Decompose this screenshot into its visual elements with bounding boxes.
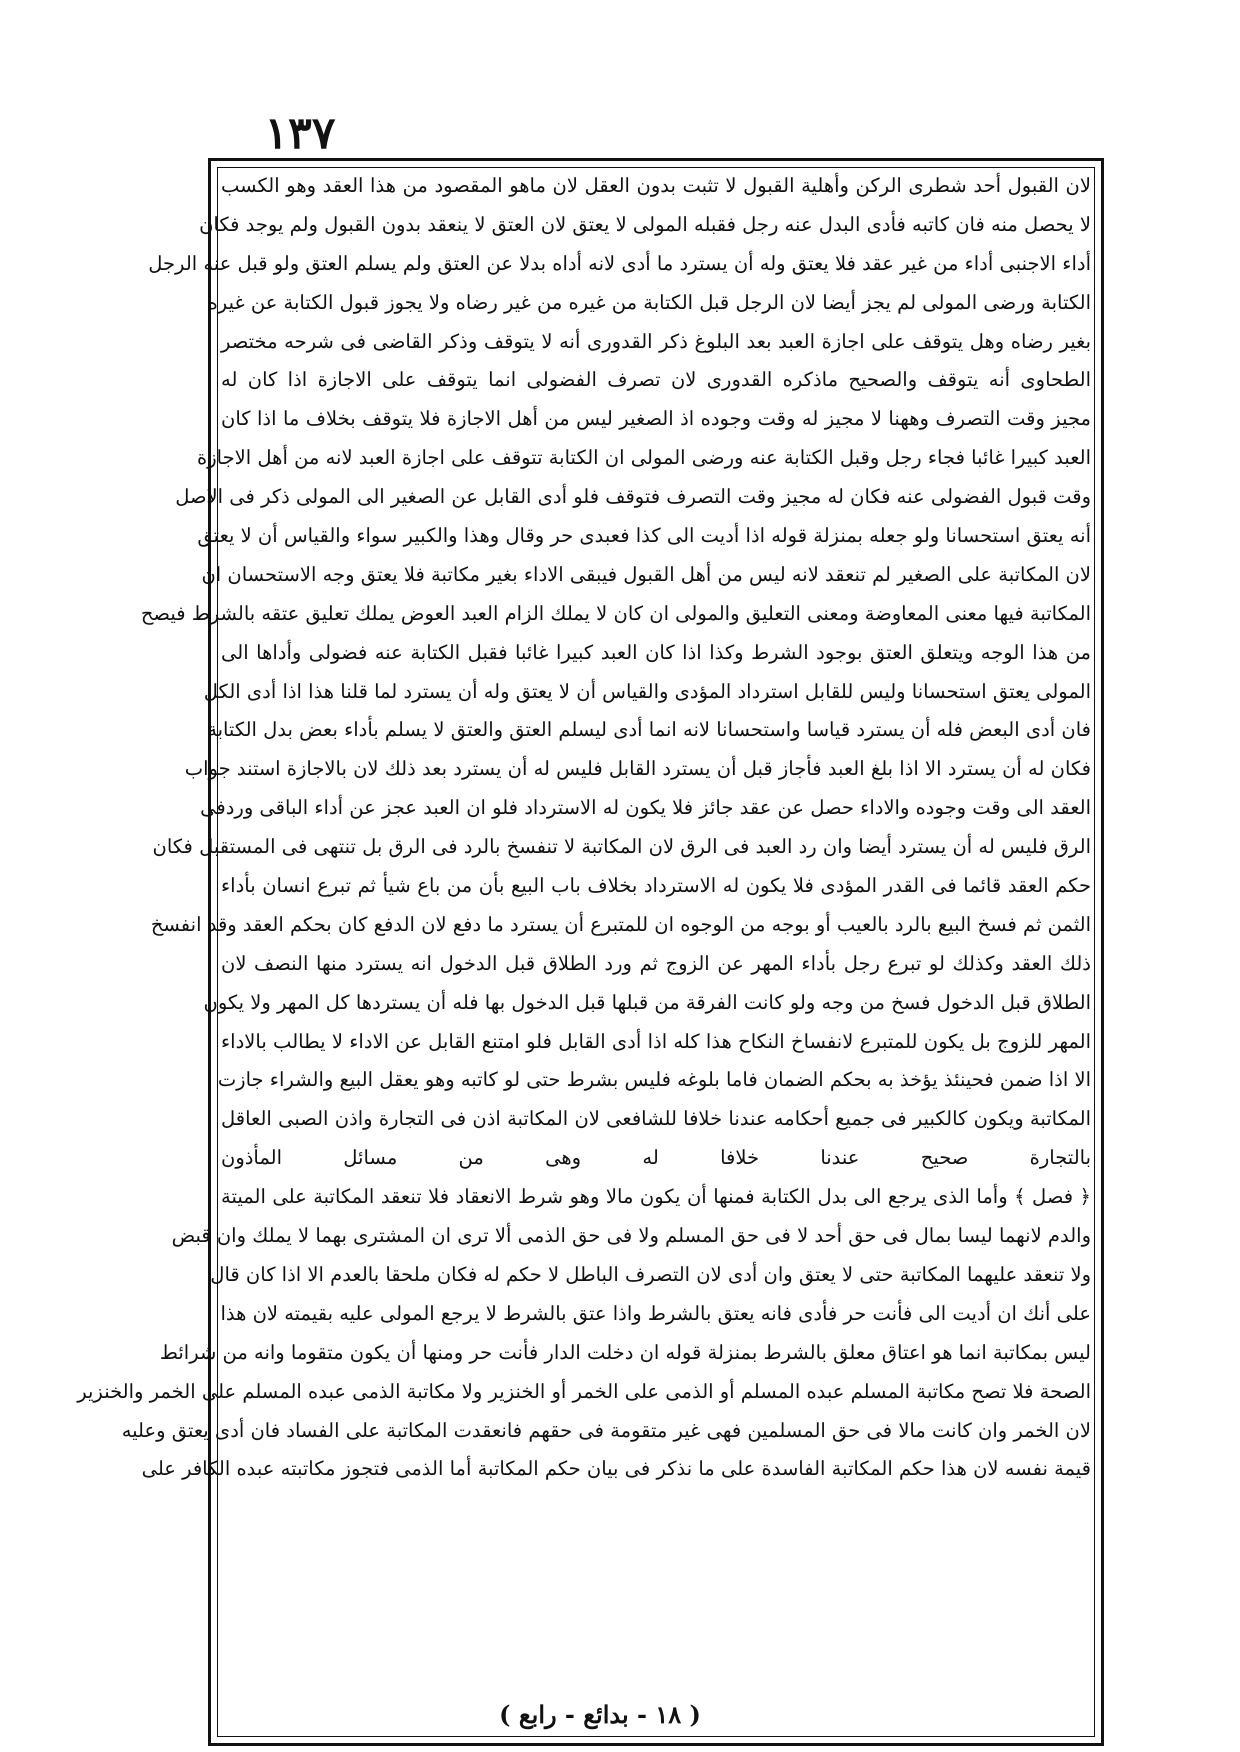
text-frame (77, 158, 1104, 1746)
text-line: المكاتبة ويكون كالكبير فى جميع أحكامه عندنا خلافا للشافعى لان المكاتبة اذن فى التجارة واذن الصبى العاقل (221, 1107, 1091, 1131)
text-line: لان الخمر وان كانت مالا فى حق المسلمين فهى غير متقومة فى حقهم فانعقدت المكاتبة على الفساد فان أدى يعتق وعليه (121, 1418, 1091, 1442)
text-line: ليس بمكاتبة انما هو اعتاق معلق بالشرط بمنزلة قوله ان دخلت الدار فأنت حر ومنها أن يكون متقوما وانه من شرائط (159, 1340, 1091, 1364)
text-line: لا يحصل منه فان كاتبه فأدى البدل عنه رجل فقبله المولى لا يعتق لان العتق لا ينعقد بدون القبول ولم يوجد فكان (199, 212, 1091, 236)
text-line: بالتجارة صحيح عندنا خلافا له وهى من مسائل المأذون (221, 1146, 1091, 1170)
text-line: المهر للزوج بل يكون للمتبرع لانفساخ النكاح هذا كله اذا أدى القابل فلو امتنع القابل عن الاداء لا يطالب بالاداء (221, 1029, 1091, 1053)
text-line: أداء الاجنبى أداء من غير عقد فلا يعتق وله أن يسترد ما أدى لانه أداه بدلا عن العتق ولم يسلم العتق ولو قبل عنه الرجل (148, 251, 1091, 275)
text-line: ذلك العقد وكذلك لو تبرع رجل بأداء المهر عن الزوج ثم ورد الطلاق قبل الدخول انه يسترد منها النصف لان (221, 951, 1091, 975)
text-line: الصحة فلا تصح مكاتبة المسلم عبده المسلم أو الذمى على الخمر أو الخنزير ولا مكاتبة الذمى عبده المسلم على الخمر والخنزير (77, 1379, 1091, 1403)
text-line: الرق فليس له أن يسترد أيضا وان رد العبد فى الرق لان المكاتبة لا تنفسخ بالرد فى الرق بل تنتهى فى المستقبل فكان (152, 835, 1091, 859)
text-line: ﴿ فصل ﴾ وأما الذى يرجع الى بدل الكتابة فمنها أن يكون مالا وهو شرط الانعقاد فلا تنعقد المكاتبة على الميتة (221, 1185, 1091, 1209)
text-line: والدم لانهما ليسا بمال فى حق أحد لا فى حق المسلم ولا فى حق الذمى ألا ترى ان المشترى بهما لا يملك وان قبض (171, 1224, 1091, 1248)
text-line: قيمة نفسه لان هذا حكم المكاتبة الفاسدة على ما نذكر فى بيان حكم المكاتبة أما الذمى فتجوز مكاتبته عبده الكافر على (141, 1457, 1091, 1481)
text-line: الكتابة ورضى المولى لم يجز أيضا لان الرجل قبل الكتابة من غيره من غير رضاه ولا يجوز قبول الكتابة عن غيره (207, 290, 1091, 314)
text-line: أنه يعتق استحسانا ولو جعله بمنزلة قوله اذا أديت الى كذا فعبدى حر وقال وهذا والكبير سواء والقياس أن لا يعتق (197, 524, 1091, 548)
text-line: العقد الى وقت وجوده والاداء حصل عن عقد جائز فلا يكون له الاسترداد فلو ان العبد عجز عن أداء الباقى وردفى (200, 796, 1091, 820)
text-line: حكم العقد قائما فى القدر المؤدى فلا يكون له الاسترداد بخلاف باب البيع بأن من باع شيأ ثم تبرع انسان بأداء (221, 874, 1091, 898)
text-line: الا اذا ضمن فحينئذ يؤخذ به بحكم الضمان فاما بلوغه فليس بشرط حتى لو كاتبه وهو يعقل البيع والشراء جازت (217, 1068, 1091, 1092)
page-body-text (77, 167, 1091, 1737)
footer-signature: ( ١٨ - بدائع - رابع ) (499, 1700, 701, 1729)
text-line: العبد كبيرا غائبا فجاء رجل وقبل الكتابة عنه ورضى المولى ان الكتابة تتوقف على اجازة العبد لانه من أهل الاجازة (197, 446, 1091, 470)
text-line: لان المكاتبة على الصغير لم تنعقد لانه ليس من أهل القبول فيبقى الاداء بغير مكاتبة فلا يعتق وجه الاستحسان ان (201, 562, 1091, 586)
text-line: مجيز وقت التصرف وههنا لا مجيز له وقت وجوده اذ الصغير ليس من أهل الاجازة فلا يتوقف بخلاف ما اذا كان (221, 407, 1091, 431)
text-line: المكاتبة فيها معنى المعاوضة ومعنى التعليق والمولى ان كان لا يملك الزام العبد العوض يملك تعليق عتقه بالشرط فيصح (140, 601, 1091, 625)
text-line: الثمن ثم فسخ البيع بالرد بالعيب أو بوجه من الوجوه ان للمتبرع أن يسترد ما دفع لان الدفع كان بحكم العقد وقد انفسخ (150, 912, 1091, 936)
text-line: ولا تنعقد عليهما المكاتبة حتى لا يعتق وان أدى لان التصرف الباطل لا حكم له فكان ملحقا بالعدم الا اذا كان قال (210, 1262, 1091, 1286)
text-line: المولى يعتق استحسانا وليس للقابل استرداد المؤدى والقياس أن لا يعتق وله أن يسترد لما قلنا هذا اذا أدى الكل (203, 679, 1091, 703)
text-line: وقت قبول الفضولى عنه فكان له مجيز وقت التصرف فتوقف فلو أدى القابل عن الصغير الى المولى ذكر فى الاصل (175, 485, 1091, 509)
text-line: لان القبول أحد شطرى الركن وأهلية القبول لا تثبت بدون العقل لان ماهو المقصود من هذا العقد وهو الكسب (221, 174, 1091, 197)
text-line: من هذا الوجه ويتعلق العتق بوجود الشرط وكذا اذا كان العبد كبيرا غائبا فقبل الكتابة عنه فضولى وأداها الى (221, 640, 1091, 664)
text-line: الطلاق قبل الدخول فسخ من وجه ولو كانت الفرقة من قبلها قبل الدخول بها فله أن يستردها كل المهر ولا يكون (203, 990, 1091, 1014)
text-line: على أنك ان أديت الى فأنت حر فأدى فانه يعتق بالشرط واذا عتق بالشرط لا يرجع المولى عليه بقيمته لان هذا (220, 1301, 1091, 1325)
text-line: فكان له أن يسترد الا اذا بلغ العبد فأجاز قبل أن يسترد القابل فليس له أن يسترد بعد ذلك لان بالاجازة استند جواب (184, 757, 1091, 781)
text-line: بغير رضاه وهل يتوقف على اجازة العبد بعد البلوغ ذكر القدورى أنه لا يتوقف وذكر القاضى فى شرحه مختصر (221, 329, 1091, 353)
text-line: فان أدى البعض فله أن يسترد قياسا واستحسانا لانه انما أدى ليسلم العتق والعتق لا يسلم بأداء بعض بدل الكتابة (207, 718, 1091, 742)
page-number: ١٣٧ (264, 108, 336, 159)
text-line: الطحاوى أنه يتوقف والصحيح ماذكره القدورى لان تصرف الفضولى انما يتوقف على الاجازة اذا كان له (221, 368, 1091, 392)
